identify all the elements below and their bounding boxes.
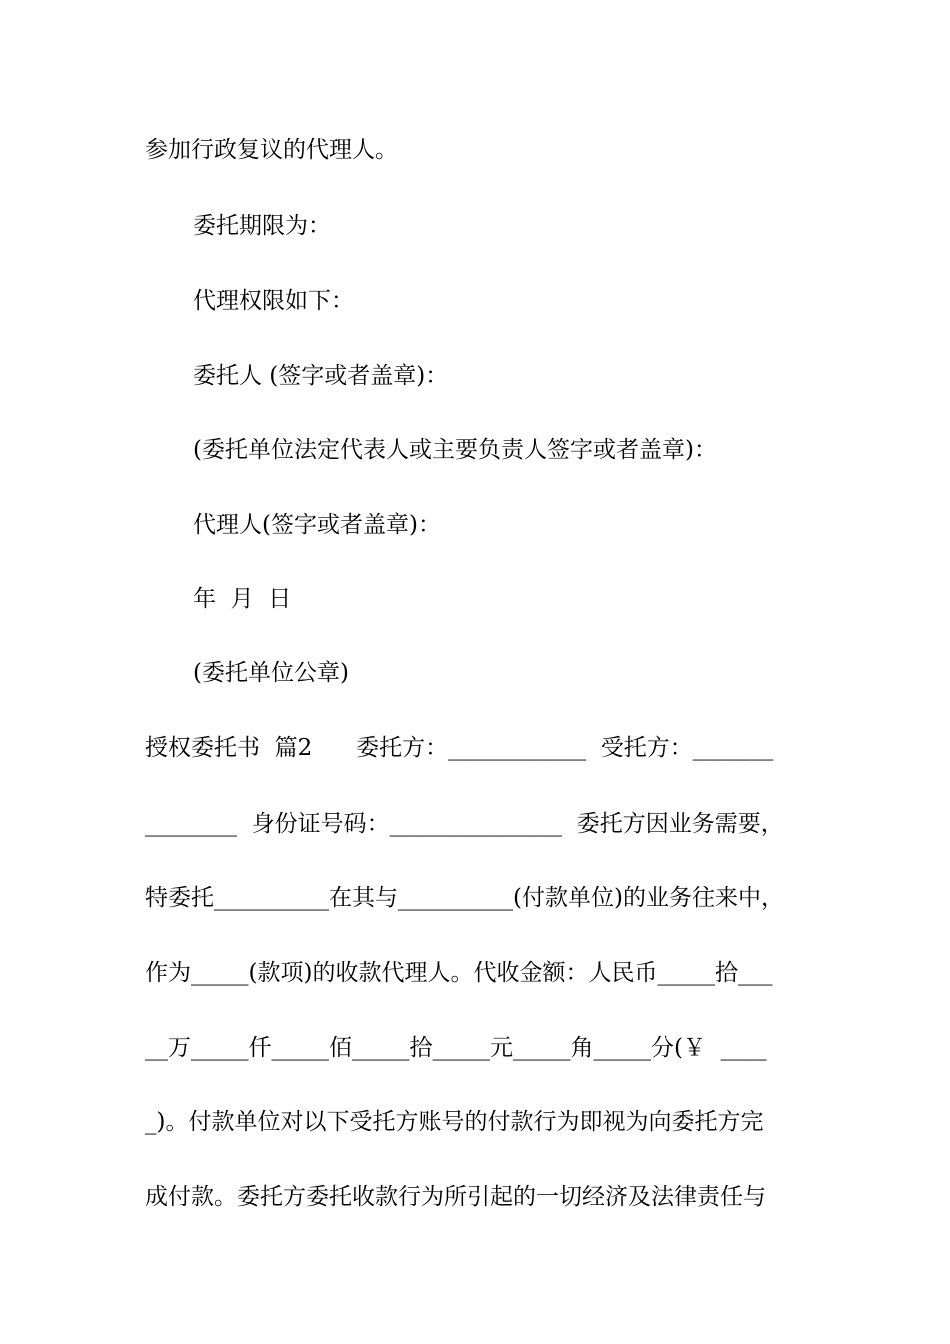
text-line-authority: 代理权限如下：: [193, 288, 354, 314]
text-line-representative-signature: (委托单位法定代表人或主要负责人签字或者盖章)：: [193, 437, 717, 463]
text-line-liability: 成付款。委托方委托收款行为所引起的一切经济及法律责任与: [145, 1184, 766, 1210]
text-line-id-number: ________ 身份证号码：_______________ 委托方因业务需要，: [145, 811, 784, 837]
text-line-payment-account: _)。付款单位对以下受托方账号的付款行为即视为向委托方完: [145, 1109, 764, 1135]
text-line-collection-agent: 作为_____(款项)的收款代理人。代收金额：人民币_____拾___: [145, 960, 773, 986]
text-line-entrust: 特委托__________在其与__________(付款单位)的业务往来中，: [145, 885, 784, 911]
text-line-section-heading: 授权委托书 篇2 委托方：____________ 受托方：_______: [145, 735, 774, 761]
text-line-date: 年 月 日: [193, 586, 292, 612]
text-line-term: 委托期限为：: [193, 213, 331, 239]
text-line-company-seal: (委托单位公章): [193, 660, 349, 686]
text-line-agent-signature: 代理人(签字或者盖章)：: [193, 512, 441, 538]
text-line-agent-for-review: 参加行政复议的代理人。: [145, 137, 398, 163]
text-line-principal-signature: 委托人 (签字或者盖章)：: [193, 363, 449, 389]
text-line-amount: __万_____仟_____佰_____拾_____元_____角_____分(￥ ____: [145, 1035, 767, 1061]
